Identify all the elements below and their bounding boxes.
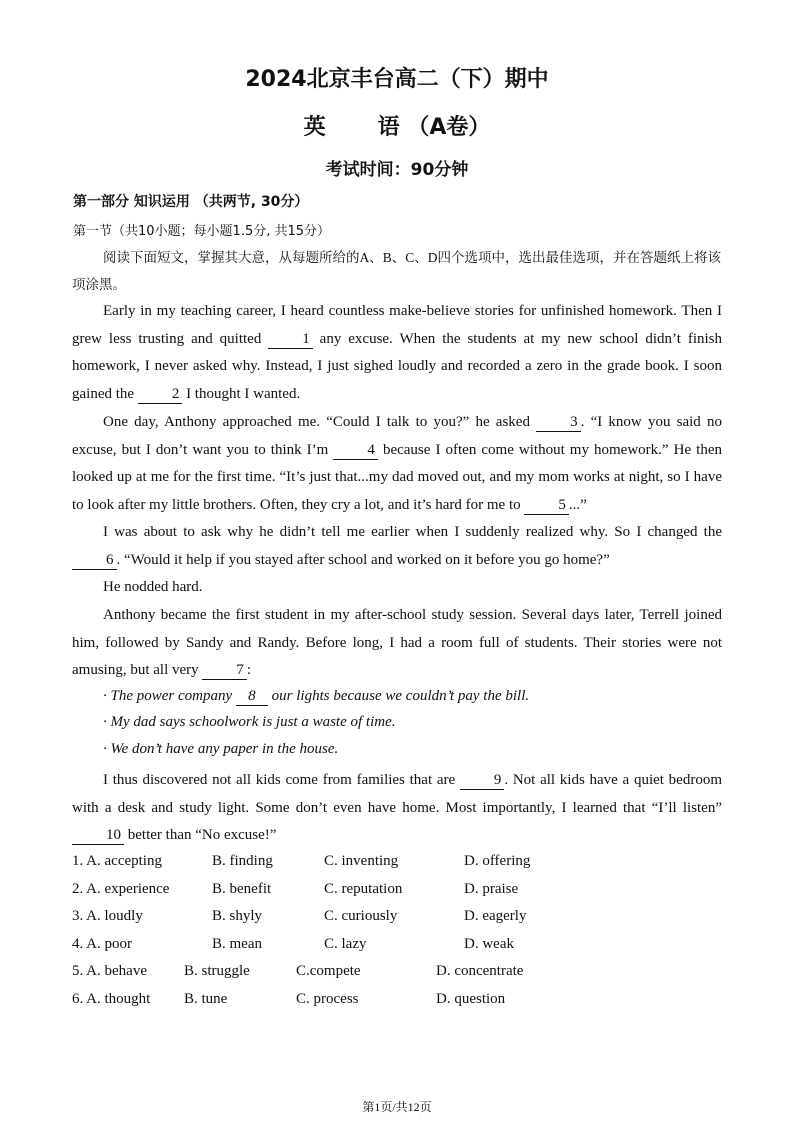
option-choice: B. mean xyxy=(212,935,262,952)
answer-blank: 8 xyxy=(236,687,268,706)
option-choice: D. eagerly xyxy=(464,908,527,924)
paper-version: （A卷） xyxy=(407,115,491,140)
answer-blank: 6 xyxy=(72,551,117,570)
passage-paragraph-5: Anthony became the first student in my after-school study session. Several days later, Terrell joined him, followed by Sandy and Randy. Before long, I had a room full of students. Their stories were not amusing, but all very 7 : xyxy=(72,607,722,679)
story-bullet-3: · We don’t have any paper in the house. xyxy=(103,741,339,757)
option-choice: B. benefit xyxy=(212,880,272,897)
option-choice: C. process xyxy=(296,990,359,1007)
option-row xyxy=(72,881,632,903)
passage-paragraph-3: I was about to ask why he didn’t tell me earlier when I suddenly realized why. So I changed the 6 . “Would it help if you stayed after school and worked on it before you go home?” xyxy=(72,519,722,574)
page-number: 第1页/共12页 xyxy=(362,1100,432,1114)
option-choice: D. praise xyxy=(464,880,519,897)
passage-paragraph-6: I thus discovered not all kids come from families that are 9 . Not all kids have a quiet bedroom with a desk and study light. Some don’t even have home. Most importantly, I learned that “I’ll listen” 10 better than “No excuse!” xyxy=(72,772,722,844)
subject-char-1: 英 xyxy=(303,115,326,140)
option-choice: C.compete xyxy=(296,963,361,979)
subject-title xyxy=(0,110,794,141)
exam-title: 2024北京丰台高二（下）期中 xyxy=(245,67,549,92)
option-choice: 3. A. loudly xyxy=(72,908,143,924)
story-bullet-2: · My dad says schoolwork is just a waste of time. xyxy=(103,714,396,730)
option-choice: 5. A. behave xyxy=(72,963,147,979)
option-choice: 1. A. accepting xyxy=(72,853,162,869)
option-row xyxy=(72,963,632,985)
option-row xyxy=(72,936,632,958)
instructions: 阅读下面短文，掌握其大意，从每题所给的A、B、C、D四个选项中，选出最佳选项，并在答题纸上将该项涂黑。 xyxy=(72,250,722,292)
option-choice: 6. A. thought xyxy=(72,990,151,1007)
passage-paragraph-2: One day, Anthony approached me. “Could I talk to you?” he asked 3 . “I know you said no excuse, but I don’t want you to think I’m 4 because I often come without my homework.” He then looked up at me for the first time. “It’s just that...my dad moved out, and my mom works at night, so I have to look after my little brothers. Often, they cry a lot, and it’s hard for me to 5 ...” xyxy=(72,414,722,513)
option-choice: B. shyly xyxy=(212,908,263,924)
option-choice: B. struggle xyxy=(184,963,250,979)
answer-blank: 7 xyxy=(202,661,247,680)
option-row xyxy=(72,908,632,930)
passage-paragraph-4: He nodded hard. xyxy=(103,579,203,595)
answer-blank: 1 xyxy=(268,330,313,349)
answer-blank: 3 xyxy=(536,413,581,432)
answer-blank: 4 xyxy=(333,441,378,460)
answer-blank: 10 xyxy=(72,826,124,845)
option-choice: B. tune xyxy=(184,990,228,1007)
option-choice: C. lazy xyxy=(324,935,367,952)
story-bullet-1: · The power company 8 our lights because we couldn’t pay the bill. xyxy=(103,688,530,704)
answer-blank: 5 xyxy=(524,496,569,515)
option-row xyxy=(72,991,632,1013)
option-choice: D. question xyxy=(436,990,506,1007)
option-choice: D. offering xyxy=(464,853,531,869)
option-choice: 2. A. experience xyxy=(72,880,170,897)
exam-time: 考试时间：90分钟 xyxy=(325,160,469,180)
option-choice: C. reputation xyxy=(324,880,403,897)
option-choice: B. finding xyxy=(212,853,273,869)
part-heading: 第一部分 知识运用 （共两节, 30分） xyxy=(73,194,309,210)
subject-char-2: 语 xyxy=(377,115,400,140)
answer-blank: 9 xyxy=(460,771,505,790)
option-choice: C. inventing xyxy=(324,853,399,869)
answer-blank: 2 xyxy=(138,385,183,404)
subpart-heading: 第一节（共10小题；每小题1.5分, 共15分） xyxy=(73,224,331,239)
option-choice: C. curiously xyxy=(324,908,398,924)
option-choice: 4. A. poor xyxy=(72,935,132,952)
passage-paragraph-1: Early in my teaching career, I heard countless make-believe stories for unfinished homework. Then I grew less trusting and quitted 1 any excuse. When the students at my new school didn’t finish homework, I never asked why. Instead, I just sighed loudly and recorded a zero in the grade book. I soon gained the 2 I thought I wanted. xyxy=(72,303,722,402)
option-choice: D. concentrate xyxy=(436,963,524,979)
option-row xyxy=(72,853,632,875)
option-choice: D. weak xyxy=(464,935,514,952)
